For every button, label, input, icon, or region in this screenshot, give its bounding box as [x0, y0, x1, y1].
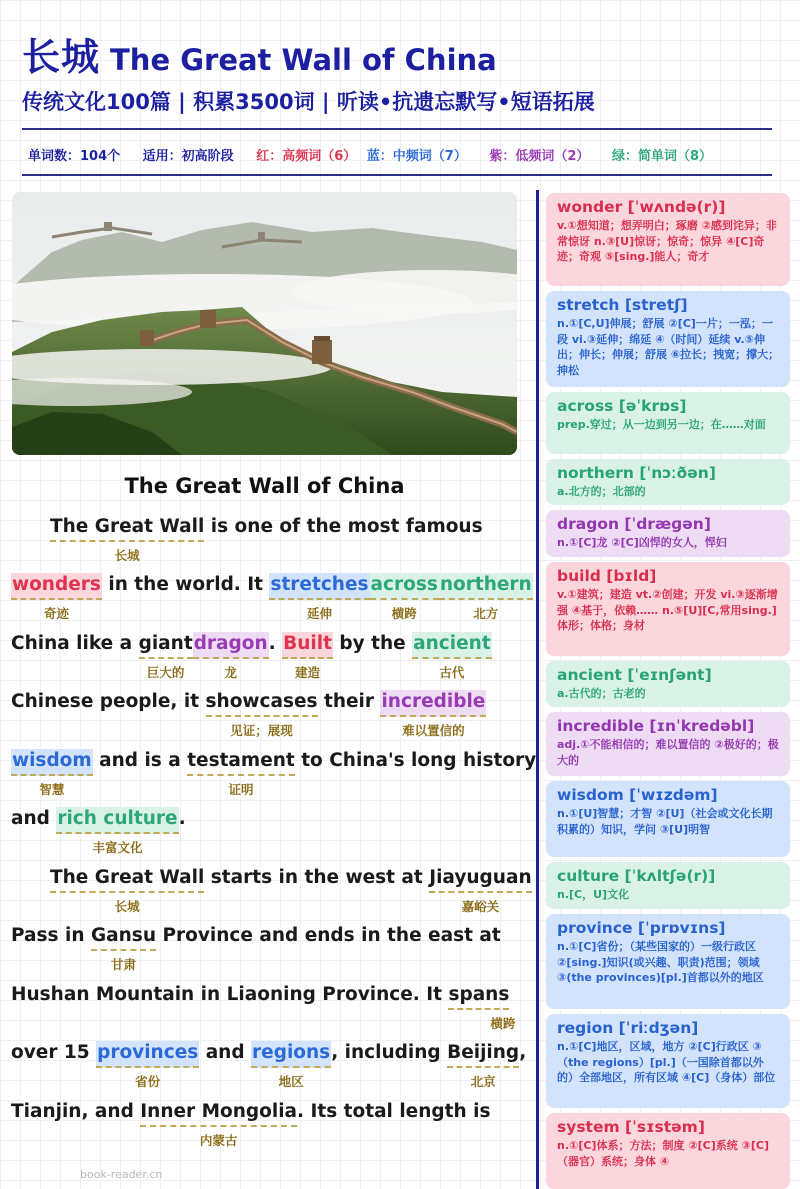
plain-text: to China's long history — [294, 750, 537, 771]
plain-text: Pass in — [11, 925, 91, 946]
word-gloss: 奇迹 — [43, 606, 69, 621]
plain-text: by the — [332, 633, 413, 654]
title-chinese: 长城 — [22, 35, 101, 79]
highlighted-word — [11, 749, 93, 797]
plain-text: China like a — [11, 633, 139, 654]
column-divider — [536, 190, 539, 1189]
vocab-card — [546, 862, 790, 909]
vocab-definition: n.①[C]龙 ②[C]凶悍的女人，悍妇 — [557, 536, 727, 550]
vocab-headword: region [ˈriːdʒən] — [557, 1019, 699, 1037]
article-line — [11, 924, 501, 972]
word-text: provinces — [97, 1042, 199, 1063]
vocab-headword: system [ˈsɪstəm] — [557, 1118, 705, 1136]
vocab-card — [546, 1014, 790, 1108]
vocab-definition: v.①建筑；建造 vt.②创建；开发 vi.③逐渐增强 ④基于，依赖…… n.⑤[U][C,常用sing.]体形；体格；身材 — [557, 588, 778, 633]
plain-text: Hushan Mountain in Liaoning Province. It — [11, 984, 449, 1005]
page-subtitle: 传统文化100篇 | 积累3500词 | 听读•抗遗忘默写•短语拓展 — [22, 90, 595, 114]
highlighted-word — [380, 690, 486, 738]
vocab-definition: a.北方的；北部的 — [557, 485, 646, 499]
vocab-headword: northern [ˈnɔːðən] — [557, 464, 716, 482]
vocab-card — [546, 1113, 790, 1189]
word-gloss: 龙 — [224, 665, 237, 680]
vocab-definition: adj.①不能相信的；难以置信的 ②极好的；极大的 — [557, 738, 779, 767]
word-text: wisdom — [12, 750, 92, 771]
highlighted-word — [448, 983, 516, 1031]
vocab-headword: dragon [ˈdræɡən] — [557, 515, 711, 533]
word-gloss: 甘肃 — [110, 957, 136, 972]
word-gloss: 延伸 — [306, 606, 332, 621]
highlighted-word — [282, 632, 333, 680]
vocab-headword: across [əˈkrɒs] — [557, 397, 687, 415]
highlighted-word — [50, 866, 205, 914]
plain-text: , including — [331, 1042, 448, 1063]
word-gloss: 古代 — [439, 665, 465, 680]
word-gloss: 证明 — [228, 782, 254, 797]
watermark: book-reader.cn — [80, 1168, 163, 1181]
word-text: showcases — [205, 691, 318, 712]
vocab-card — [546, 661, 790, 707]
stat-green: 绿：简单词（8） — [611, 149, 712, 164]
article-line — [11, 1041, 527, 1089]
word-gloss: 嘉峪关 — [461, 899, 500, 914]
vocab-definition: n.①[C]体系；方法；制度 ②[C]系统 ③[C]（器官）系统；身体 ④ — [557, 1139, 769, 1168]
article-line — [50, 515, 483, 563]
stat-red: 红：高频词（6） — [256, 149, 357, 164]
vocab-headword: wisdom [ˈwɪzdəm] — [557, 786, 718, 804]
header-divider-bottom — [22, 174, 772, 176]
highlighted-word — [412, 632, 492, 680]
word-text: northern — [439, 574, 532, 595]
plain-text: starts in the west at — [204, 867, 430, 888]
article-title: The Great Wall of China — [124, 474, 405, 498]
article-line — [50, 866, 532, 914]
vocab-card — [546, 510, 790, 557]
word-gloss: 建造 — [295, 665, 321, 680]
great-wall-photo — [12, 192, 517, 455]
vocab-definition: a.古代的；古老的 — [557, 687, 646, 701]
highlighted-word — [138, 632, 193, 680]
article-line — [11, 983, 516, 1031]
word-gloss: 横跨 — [391, 606, 417, 621]
word-gloss: 内蒙古 — [199, 1133, 238, 1148]
plain-text: over 15 — [11, 1042, 97, 1063]
header-divider — [22, 128, 772, 130]
plain-text: , — [519, 1042, 527, 1063]
vocab-definition: n.①[C]地区，区域，地方 ②[C]行政区 ③（the regions）[pl.]（一国除首都以外的）全部地区，所有区域 ④[C]（身体）部位 — [557, 1040, 776, 1085]
highlighted-word — [447, 1041, 520, 1089]
stat-word-count: 单词数：104个 — [28, 149, 121, 164]
highlighted-word — [11, 573, 102, 621]
plain-text: . Its total length is — [297, 1101, 491, 1122]
vocab-definition: n.①[U]智慧；才智 ②[U]（社会或文化长期积累的）知识，学问 ③[U]明智 — [557, 807, 773, 836]
article-line — [11, 632, 492, 680]
vocab-card — [546, 712, 790, 776]
vocab-headword: culture [ˈkʌltʃə(r)] — [557, 867, 716, 885]
vocab-card — [546, 781, 790, 857]
word-gloss: 北方 — [473, 606, 499, 621]
word-text: incredible — [381, 691, 486, 712]
highlighted-word — [251, 1041, 331, 1089]
vocab-card — [546, 193, 790, 286]
word-text: dragon — [193, 633, 268, 654]
highlighted-word — [370, 573, 439, 621]
word-text: spans — [448, 984, 510, 1005]
vocab-definition: n.①[C]省份；（某些国家的）一级行政区 ②[sing.]知识(或兴趣、职责)范围；领域 ③(the provinces)[pl.]首都以外的地区 — [557, 940, 764, 985]
word-text: Beijing — [447, 1042, 520, 1063]
plain-text: Chinese people, it — [11, 691, 206, 712]
vocab-card — [546, 392, 790, 454]
word-gloss: 北京 — [470, 1074, 496, 1089]
word-gloss: 长城 — [114, 548, 140, 563]
word-text: stretches — [270, 574, 369, 595]
vocab-definition: prep.穿过；从一边到另一边；在……对面 — [557, 418, 766, 432]
vocab-card — [546, 459, 790, 505]
article-line — [11, 807, 186, 855]
stat-purple: 紫：低频词（2） — [489, 149, 590, 164]
highlighted-word — [439, 573, 533, 621]
highlighted-word — [96, 1041, 199, 1089]
article-line — [11, 749, 537, 797]
word-gloss: 长城 — [114, 899, 140, 914]
highlighted-word — [205, 690, 318, 738]
article-line — [11, 573, 533, 621]
highlighted-word — [429, 866, 532, 914]
article-line — [11, 1100, 491, 1148]
highlighted-word — [193, 632, 269, 680]
word-text: regions — [252, 1042, 331, 1063]
highlighted-word — [140, 1100, 298, 1148]
vocab-headword: stretch [stretʃ] — [557, 296, 688, 314]
vocab-definition: n.[C，U]文化 — [557, 888, 630, 902]
highlighted-word — [50, 515, 205, 563]
word-text: The Great Wall — [50, 867, 205, 888]
title-english: The Great Wall of China — [110, 43, 497, 77]
plain-text: and — [199, 1042, 252, 1063]
word-gloss: 丰富文化 — [92, 840, 143, 855]
great-wall-illustration — [12, 192, 517, 455]
plain-text: and — [11, 808, 57, 829]
word-text: Jiayuguan — [429, 867, 532, 888]
plain-text: and is a — [92, 750, 188, 771]
stat-level: 适用：初高阶段 — [142, 149, 234, 164]
vocab-headword: build [bɪld] — [557, 567, 657, 585]
word-text: giant — [138, 633, 193, 654]
word-gloss: 巨大的 — [146, 665, 185, 680]
word-text: wonders — [12, 574, 101, 595]
word-text: Gansu — [90, 925, 156, 946]
vocab-card — [546, 291, 790, 387]
page-title — [22, 26, 497, 81]
word-gloss: 智慧 — [39, 782, 65, 797]
word-text: across — [370, 574, 438, 595]
plain-text: Province and ends in the east at — [156, 925, 501, 946]
word-gloss: 横跨 — [490, 1016, 516, 1031]
article-line — [11, 690, 486, 738]
plain-text: in the world. It — [101, 574, 270, 595]
plain-text: Tianjin, and — [11, 1101, 141, 1122]
word-gloss: 省份 — [135, 1074, 161, 1089]
word-text: ancient — [413, 633, 491, 654]
word-gloss: 难以置信的 — [402, 723, 465, 738]
stats-bar — [28, 145, 730, 164]
vocab-headword: ancient [ˈeɪnʃənt] — [557, 666, 712, 684]
vocab-definition: v.①想知道；想弄明白；琢磨 ②感到诧异；非常惊讶 n.③[U]惊讶；惊奇；惊异 ④[C]奇迹；奇观 ⑤[sing.]能人；奇才 — [557, 219, 777, 264]
vocab-definition: n.①[C,U]伸展；舒展 ②[C]一片；一泓；一段 vi.③延伸；绵延 ④（时间）延续 v.⑤伸出；伸长；伸展；舒展 ⑥拉长；拽宽；撑大；抻松 — [557, 317, 780, 377]
word-text: Built — [283, 633, 332, 654]
vocab-headword: province [ˈprɒvɪns] — [557, 919, 726, 937]
highlighted-word — [90, 924, 156, 972]
word-gloss: 地区 — [278, 1074, 304, 1089]
highlighted-word — [269, 573, 369, 621]
word-text: The Great Wall — [50, 516, 205, 537]
word-gloss: 见证；展现 — [230, 723, 293, 738]
page-header — [0, 0, 800, 182]
highlighted-word — [187, 749, 295, 797]
plain-text: their — [317, 691, 381, 712]
highlighted-word — [56, 807, 178, 855]
plain-text: . — [268, 633, 283, 654]
word-text: rich culture — [57, 808, 178, 829]
vocab-headword: wonder [ˈwʌndə(r)] — [557, 198, 726, 216]
vocab-card — [546, 562, 790, 656]
vocab-headword: incredible [ɪnˈkredəbl] — [557, 717, 755, 735]
word-text: Inner Mongolia — [140, 1101, 298, 1122]
plain-text: is one of the most famous — [204, 516, 483, 537]
vocab-card — [546, 914, 790, 1009]
stat-blue: 蓝：中频词（7） — [366, 149, 467, 164]
word-text: testament — [187, 750, 295, 771]
plain-text: . — [178, 808, 186, 829]
